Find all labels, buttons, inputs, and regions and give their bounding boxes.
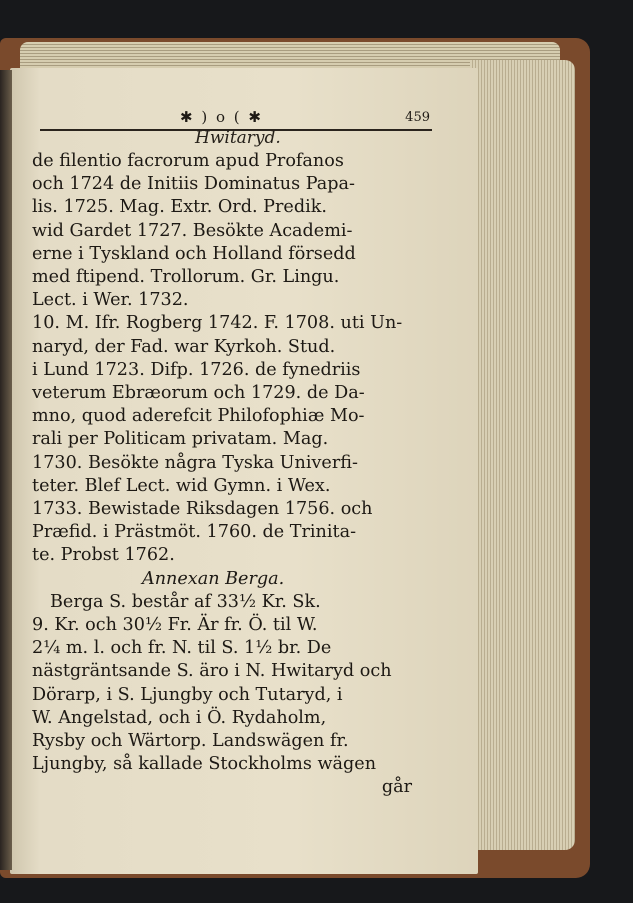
text-line: 9. Kr. och 30½ Fr. Är fr. Ö. til W. xyxy=(32,615,318,636)
text-line: med ftipend. Trollorum. Gr. Lingu. xyxy=(32,267,340,288)
text-line: W. Angelstad, och i Ö. Rydaholm, xyxy=(32,707,327,728)
section-subheading: Annexan Berga. xyxy=(142,568,285,589)
page-number: 459 xyxy=(405,110,430,125)
page-header xyxy=(40,108,430,130)
text-line: teter. Blef Lect. wid Gymn. i Wex. xyxy=(32,475,331,496)
text-line: 1733. Bewistade Riksdagen 1756. och xyxy=(32,499,373,520)
page-stack-edge xyxy=(470,60,575,850)
running-title: Hwitaryd. xyxy=(195,128,281,148)
text-line: Dörarp, i S. Ljungby och Tutaryd, i xyxy=(32,684,343,705)
text-line: Lect. i Wer. 1732. xyxy=(32,290,189,311)
text-line: mno, quod aderefcit Philofophiæ Mo- xyxy=(32,406,365,427)
text-line: veterum Ebræorum och 1729. de Da- xyxy=(32,383,365,404)
book-gutter xyxy=(0,70,12,870)
text-line: Rysby och Wärtorp. Landswägen fr. xyxy=(32,731,349,752)
text-line: 2¼ m. l. och fr. N. til S. 1½ br. De xyxy=(32,638,332,659)
text-line: naryd, der Fad. war Kyrkoh. Stud. xyxy=(32,336,336,357)
text-line: nästgräntsande S. äro i N. Hwitaryd och xyxy=(32,661,392,682)
text-line: Ljungby, så kallade Stockholms wägen xyxy=(32,754,377,775)
header-ornament: ✱ ) o ( ✱ xyxy=(180,108,263,126)
text-line: wid Gardet 1727. Besökte Academi- xyxy=(32,220,353,241)
text-line: Berga S. består af 33½ Kr. Sk. xyxy=(50,591,321,612)
text-line: de filentio facrorum apud Profanos xyxy=(32,151,344,171)
text-line: Præfid. i Prästmöt. 1760. de Trinita- xyxy=(32,522,357,543)
text-line: te. Probst 1762. xyxy=(32,545,175,566)
catchword: går xyxy=(381,777,412,798)
text-line: 10. M. Ifr. Rogberg 1742. F. 1708. uti Un- xyxy=(32,313,403,334)
text-line: och 1724 de Initiis Dominatus Papa- xyxy=(32,174,355,195)
text-line: erne i Tyskland och Holland försedd xyxy=(32,243,356,264)
page-text xyxy=(32,150,432,800)
text-line: i Lund 1723. Difp. 1726. de fynedriis xyxy=(32,359,361,380)
text-line: lis. 1725. Mag. Extr. Ord. Predik. xyxy=(32,197,327,218)
text-line: 1730. Besökte några Tyska Univerfi- xyxy=(32,452,358,473)
text-line: rali per Politicam privatam. Mag. xyxy=(32,429,329,450)
